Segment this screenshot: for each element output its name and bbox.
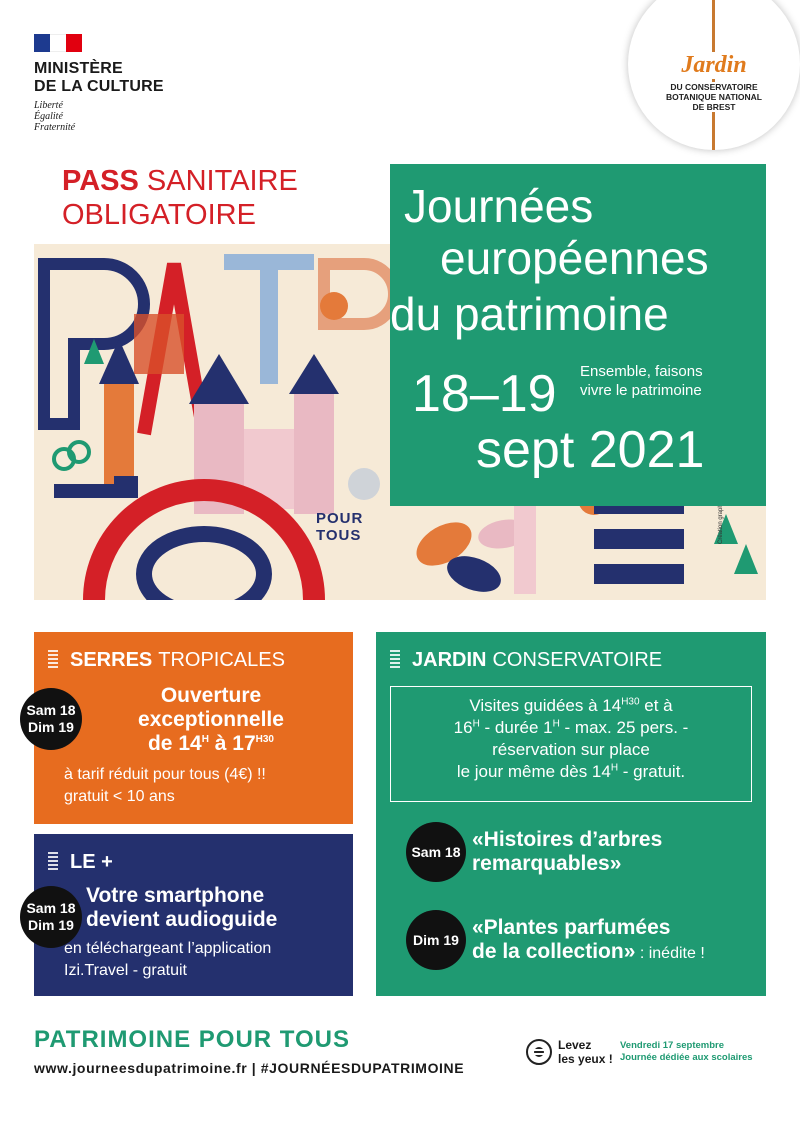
visits-l2-mid: - durée 1 — [479, 718, 553, 737]
eye-icon — [526, 1039, 552, 1065]
visits-l2-pre: 16 — [453, 718, 473, 737]
leplus-title-line1: Votre smartphone — [86, 884, 265, 907]
serres-hours-sup2: H30 — [255, 734, 274, 745]
leplus-header-text: LE + — [70, 851, 113, 873]
serres-header-rest: TROPICALES — [158, 649, 285, 671]
event1-line2: remarquables» — [472, 852, 622, 875]
leplus-body-line1: en téléchargeant l’application — [64, 940, 272, 957]
guided-visits-frame — [390, 686, 752, 802]
pass-line1 — [62, 164, 298, 198]
event-title-panel — [390, 164, 766, 506]
leplus-body — [64, 938, 271, 982]
serres-hours-pre: de 14 — [147, 732, 202, 755]
serres-title-line3 — [86, 732, 336, 756]
levez-text — [558, 1038, 613, 1066]
visits-line1 — [391, 695, 751, 717]
jardin-badge — [628, 0, 800, 150]
event-dates-days: 18–19 — [412, 365, 557, 423]
pass-strong: PASS — [62, 165, 139, 197]
serres-day2: Dim 19 — [28, 719, 74, 735]
serres-body-line1: à tarif réduit pour tous (4€) !! — [64, 766, 266, 783]
visits-l1-post: et à — [639, 696, 673, 715]
leplus-body-line2: Izi.Travel - gratuit — [64, 962, 187, 979]
badge-subtitle — [658, 82, 770, 112]
event2-line1: «Plantes parfumées — [472, 916, 671, 939]
tagline-line2: vivre le patrimoine — [580, 382, 702, 399]
event1-title — [472, 828, 662, 876]
ev2-day-badge: Dim 19 — [406, 910, 466, 970]
serres-hours-sup1: H — [201, 734, 209, 745]
event-dates-month: sept 2021 — [476, 421, 705, 479]
event2-line2-text: de la collection» — [472, 940, 636, 963]
event2-extra: : inédite ! — [635, 945, 705, 962]
visits-line2 — [391, 717, 751, 739]
footer-title: PATRIMOINE POUR TOUS — [34, 1026, 351, 1053]
leplus-day2: Dim 19 — [28, 917, 74, 933]
pass-sanitaire-notice — [62, 164, 298, 232]
event-tagline — [580, 362, 703, 400]
motto-fraternite: Fraternité — [34, 122, 76, 133]
event2-line2 — [472, 940, 705, 966]
french-flag-icon — [34, 34, 82, 52]
le-plus-box — [26, 834, 353, 996]
levez-line1: Levez — [558, 1038, 592, 1052]
motto-liberte: Liberté — [34, 100, 63, 111]
visits-l1-sup: H30 — [621, 696, 640, 708]
header-bars-icon — [48, 852, 58, 872]
visits-l4-post: - gratuit. — [618, 762, 686, 781]
header-bars-icon — [390, 650, 400, 670]
visits-l2-sup2: H — [552, 718, 560, 730]
pass-rest: SANITAIRE — [146, 165, 298, 197]
levez-les-yeux-logo — [526, 1038, 613, 1066]
pass-line2: OBLIGATOIRE — [62, 199, 256, 231]
visits-l1-pre: Visites guidées à 14 — [469, 696, 622, 715]
ministry-logo — [34, 34, 214, 133]
badge-sub-line3: DE BREST — [692, 102, 736, 112]
footer-url-link[interactable]: www.journeesdupatrimoine.fr | #JOURNÉESDUPATRIMOINE — [34, 1060, 465, 1076]
scolaires-line1: Vendredi 17 septembre — [620, 1040, 725, 1051]
event-title-line2: européennes — [440, 232, 709, 284]
levez-line2: les yeux ! — [558, 1052, 613, 1066]
event1-line1: «Histoires d’arbres — [472, 828, 663, 851]
visits-l2-sup1: H — [472, 718, 480, 730]
ministry-motto — [34, 100, 214, 133]
scolaires-note — [620, 1040, 753, 1064]
badge-sub-line2: BOTANIQUE NATIONAL — [665, 92, 762, 102]
serres-title — [86, 684, 336, 756]
serres-tropicales-box — [26, 632, 353, 824]
serres-title-line1: Ouverture — [160, 684, 262, 707]
serres-day1: Sam 18 — [26, 702, 76, 718]
ev1-day-badge: Sam 18 — [406, 822, 466, 882]
jardin-header-rest: CONSERVATOIRE — [492, 649, 663, 671]
scolaires-line2: Journée dédiée aux scolaires — [620, 1052, 753, 1063]
serres-title-line2: exceptionnelle — [138, 708, 284, 731]
jardin-header-strong: JARDIN — [412, 649, 487, 671]
header-bars-icon — [48, 650, 58, 670]
visits-l4-sup: H — [610, 762, 619, 774]
visits-l2-post: - max. 25 pers. - — [559, 718, 689, 737]
serres-header-strong: SERRES — [70, 649, 153, 671]
jardin-header — [390, 648, 662, 672]
serres-days-badge — [20, 688, 82, 750]
serres-body — [64, 764, 354, 808]
event-title-line1: Journées — [404, 180, 594, 232]
leplus-header — [48, 850, 119, 874]
ministry-name-line1: MINISTÈRE — [34, 60, 123, 77]
event-title-line3: du patrimoine — [390, 288, 669, 340]
serres-header — [48, 648, 285, 672]
tagline-line1: Ensemble, faisons — [580, 363, 703, 380]
event2-title — [472, 916, 705, 966]
serres-body-line2: gratuit < 10 ans — [64, 788, 175, 805]
visits-line4 — [391, 761, 751, 783]
ministry-name-line2: DE LA CULTURE — [34, 78, 164, 95]
illustration-pour-tous: POUR TOUS — [316, 510, 364, 544]
badge-sub-line1: DU CONSERVATOIRE — [670, 82, 758, 92]
jardin-conservatoire-box — [376, 632, 766, 996]
leplus-title-line2: devient audioguide — [86, 908, 278, 931]
leplus-title — [86, 884, 277, 932]
visits-l4-pre: le jour même dès 14 — [456, 762, 611, 781]
badge-title: Jardin — [658, 52, 770, 79]
serres-hours-mid: à 17 — [208, 732, 256, 755]
leplus-day1: Sam 18 — [26, 900, 76, 916]
motto-egalite: Égalité — [34, 111, 63, 122]
visits-line3: réservation sur place — [492, 740, 650, 759]
